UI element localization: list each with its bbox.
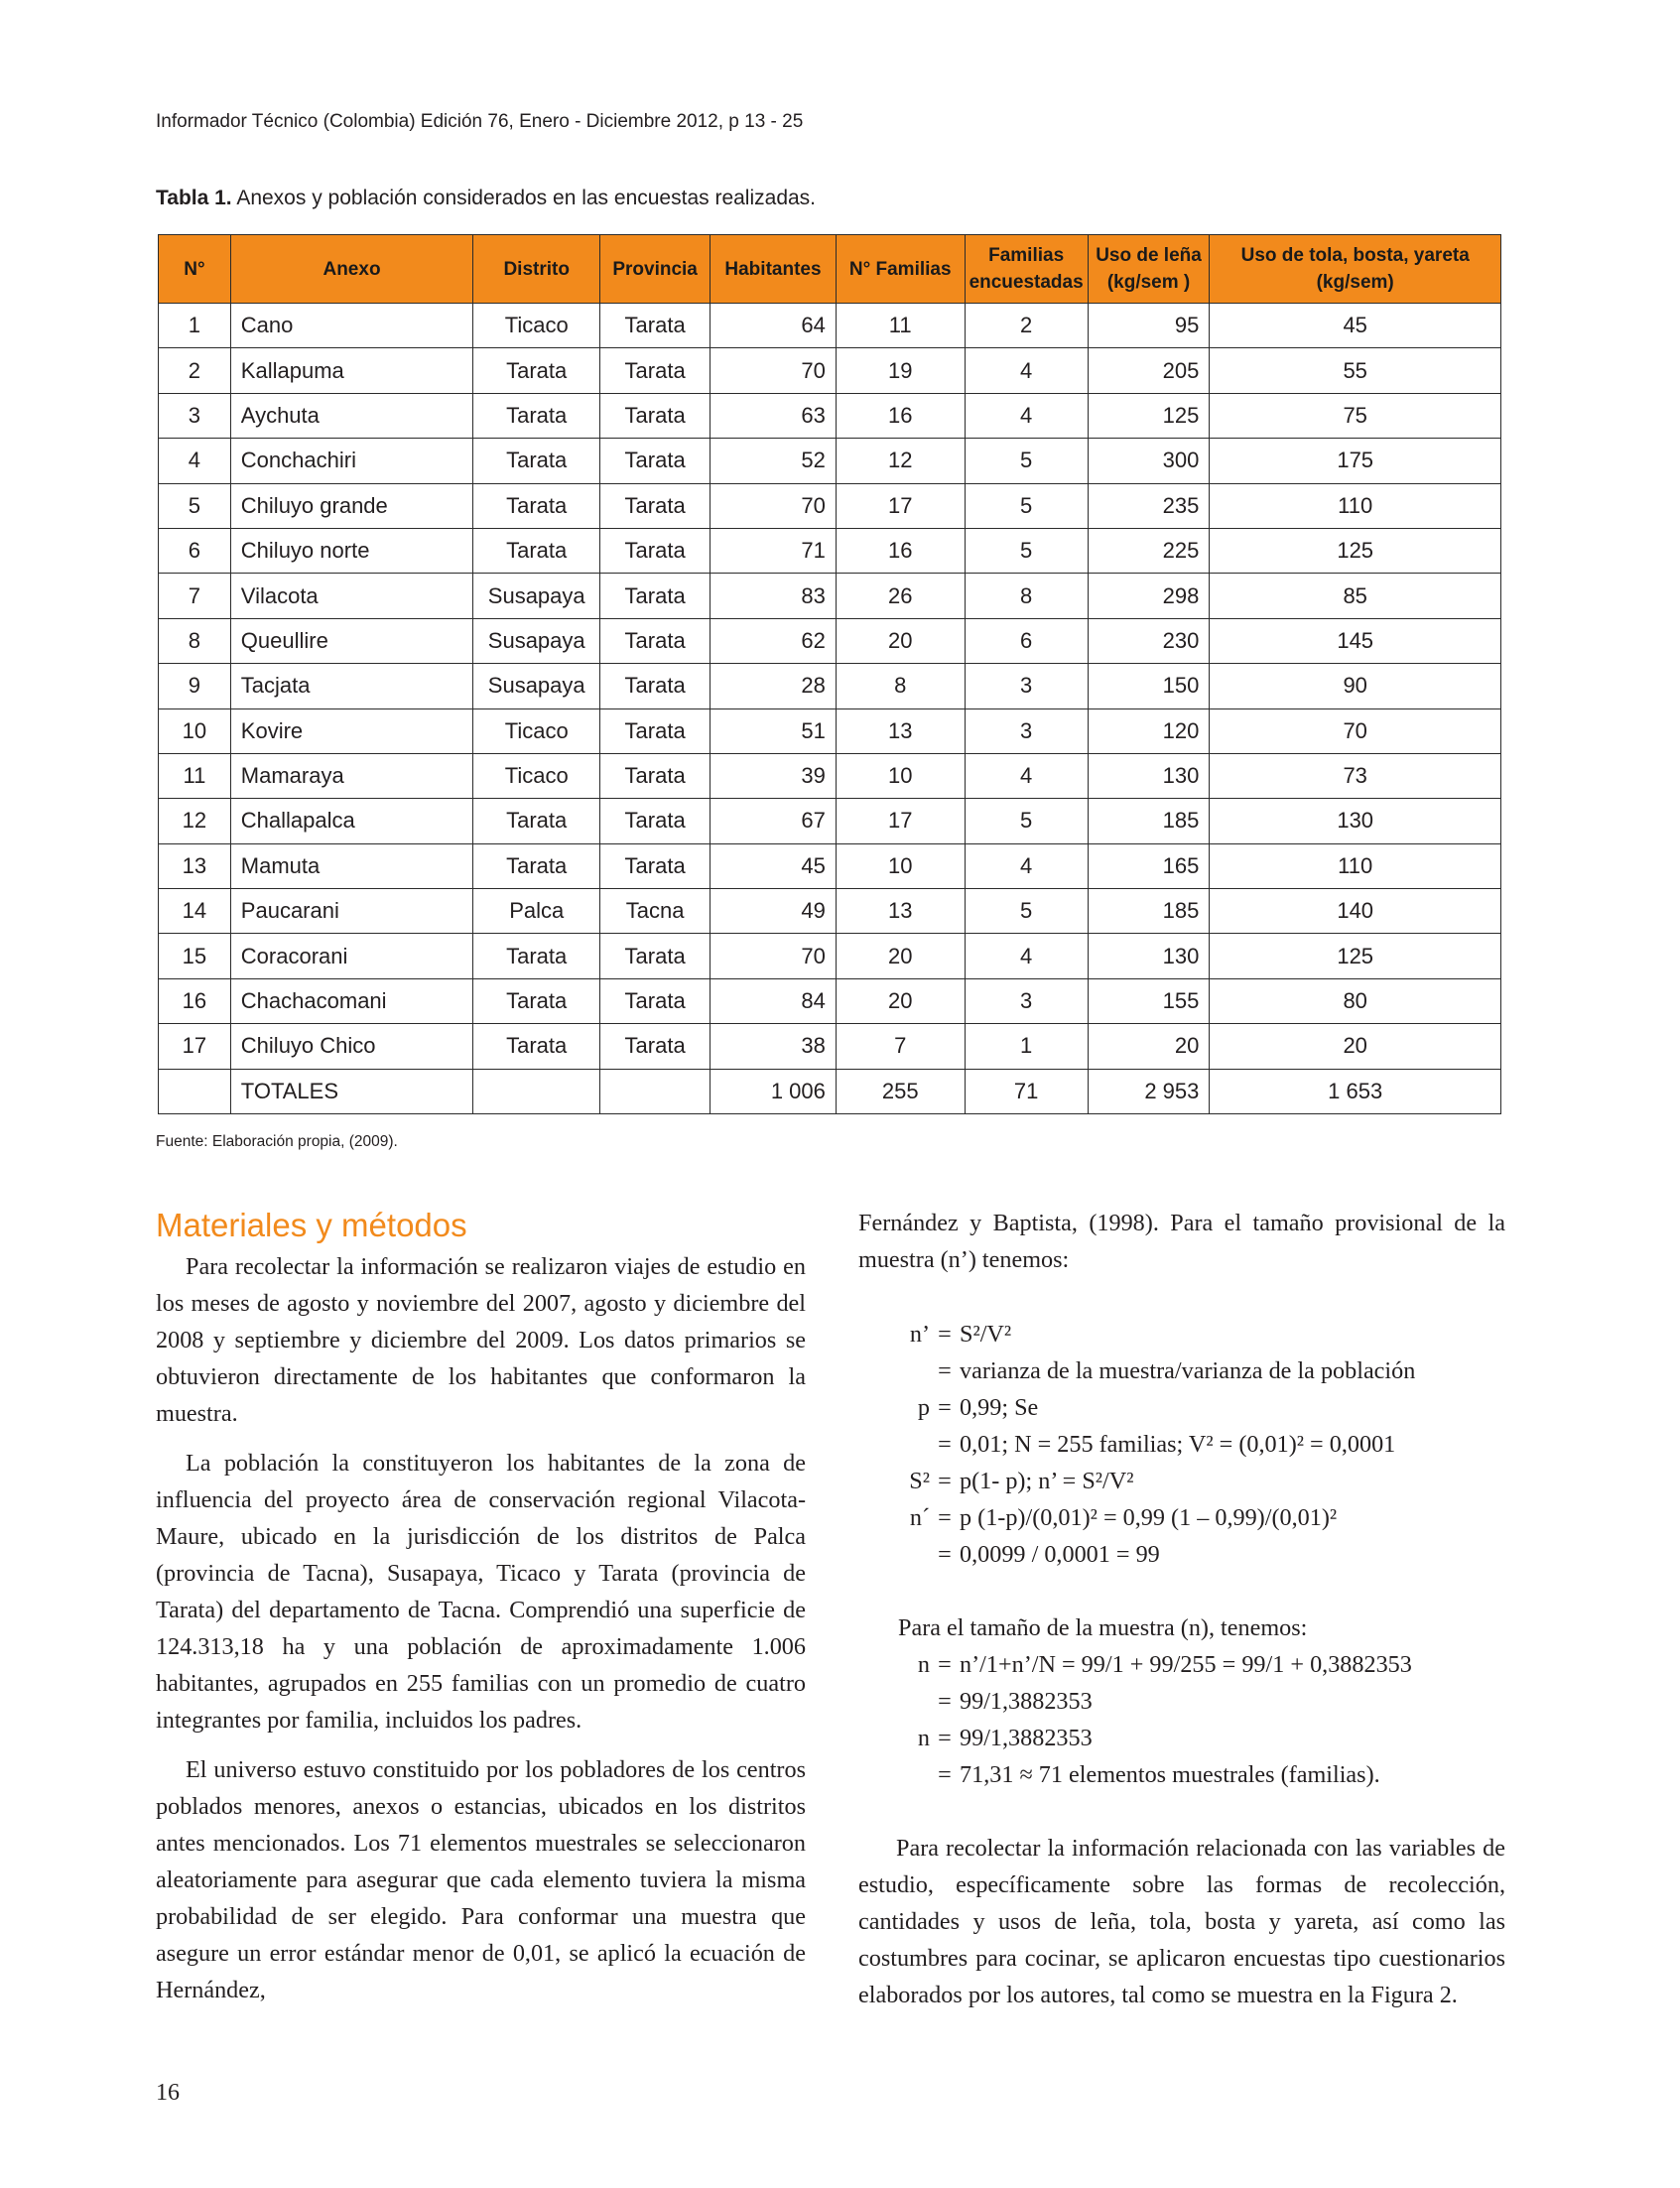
table-cell: 16: [836, 393, 965, 438]
equation-line: [858, 1389, 1415, 1426]
table-cell: Aychuta: [230, 393, 472, 438]
table-cell: Vilacota: [230, 574, 472, 618]
equation-block-provisional: [858, 1316, 1415, 1573]
table-cell: 230: [1088, 618, 1210, 663]
equation-line: [858, 1352, 1415, 1389]
table-cell: Tarata: [600, 1024, 711, 1069]
equation-operator: =: [938, 1651, 952, 1678]
column-header: Provincia: [600, 235, 711, 304]
table-cell: Tarata: [600, 934, 711, 978]
table-cell: 255: [836, 1069, 965, 1113]
table-cell: 12: [836, 439, 965, 483]
equation-operator: =: [938, 1541, 952, 1568]
table-cell: 110: [1210, 483, 1501, 528]
table-cell: 83: [711, 574, 837, 618]
table-cell: Tarata: [600, 978, 711, 1023]
table-cell: 14: [159, 889, 231, 934]
table-cell: 90: [1210, 664, 1501, 708]
equation-line: [858, 1499, 1415, 1536]
table-cell: 125: [1210, 528, 1501, 573]
table-cell: Tacjata: [230, 664, 472, 708]
table-cell: 2: [965, 304, 1088, 348]
table-cell: Chachacomani: [230, 978, 472, 1023]
table-cell: Tarata: [600, 393, 711, 438]
table-cell: 7: [836, 1024, 965, 1069]
table-cell: 1: [965, 1024, 1088, 1069]
table-row: [159, 393, 1501, 438]
section-title: Materiales y métodos: [156, 1207, 467, 1243]
table-cell: 3: [159, 393, 231, 438]
table-cell: 16: [159, 978, 231, 1023]
table-cell: 17: [836, 483, 965, 528]
table-cell: 13: [836, 889, 965, 934]
table-cell: 71: [711, 528, 837, 573]
column-header: N° Familias: [836, 235, 965, 304]
equation-rhs: p(1- p); n’ = S²/V²: [960, 1468, 1134, 1494]
table-cell: 39: [711, 753, 837, 798]
table-cell: 300: [1088, 439, 1210, 483]
table-cell: Coracorani: [230, 934, 472, 978]
table-cell: 150: [1088, 664, 1210, 708]
table-row: [159, 348, 1501, 393]
column-header: Uso de tola, bosta, yareta (kg/sem): [1210, 235, 1501, 304]
table-cell: 8: [159, 618, 231, 663]
table-cell: 45: [1210, 304, 1501, 348]
table-cell: 71: [965, 1069, 1088, 1113]
table-cell: 145: [1210, 618, 1501, 663]
column-header: N°: [159, 235, 231, 304]
table-cell: Palca: [473, 889, 600, 934]
totals-row: [159, 1069, 1501, 1113]
table-cell: 5: [965, 528, 1088, 573]
table-row: [159, 889, 1501, 934]
column-header: Uso de leña (kg/sem ): [1088, 235, 1210, 304]
table-cell: Tarata: [473, 528, 600, 573]
table-cell: 64: [711, 304, 837, 348]
table-cell: [473, 1069, 600, 1113]
table-cell: 19: [836, 348, 965, 393]
table-cell: 235: [1088, 483, 1210, 528]
equation-operator: =: [938, 1321, 952, 1348]
equation-lhs: p: [917, 1394, 930, 1421]
table-cell: 70: [711, 348, 837, 393]
equation-rhs: 0,01; N = 255 familias; V² = (0,01)² = 0,0001: [960, 1431, 1396, 1458]
table-cell: 75: [1210, 393, 1501, 438]
table-cell: Tarata: [473, 439, 600, 483]
table-cell: Chiluyo grande: [230, 483, 472, 528]
table-cell: Cano: [230, 304, 472, 348]
table-row: [159, 483, 1501, 528]
table-cell: 55: [1210, 348, 1501, 393]
paragraph: El universo estuvo constituido por los pobladores de los centros poblados menores, anexos o estancias, ubicados en los distritos antes mencionados. Los 71 elementos muestrales se seleccionaron aleatoriamente para asegurar que cada elemento tuviera la misma probabilidad de ser elegido. Para conformar una muestra que asegure un error estándar menor de 0,01, se aplicó la ecuación de Hernández,: [156, 1756, 806, 2003]
table-row: [159, 934, 1501, 978]
table-row: [159, 664, 1501, 708]
table-cell: Tarata: [600, 483, 711, 528]
table-cell: 3: [965, 664, 1088, 708]
table-row: [159, 708, 1501, 753]
table-cell: 15: [159, 934, 231, 978]
table-cell: 49: [711, 889, 837, 934]
table-cell: Tarata: [600, 348, 711, 393]
equation-rhs: 0,99; Se: [960, 1394, 1039, 1421]
table-cell: 16: [836, 528, 965, 573]
equation-line: [858, 1720, 1412, 1756]
table-cell: 120: [1088, 708, 1210, 753]
column-header: Habitantes: [711, 235, 837, 304]
equation-line: [858, 1536, 1415, 1573]
table-cell: 80: [1210, 978, 1501, 1023]
table-cell: 165: [1088, 843, 1210, 888]
table-cell: Queullire: [230, 618, 472, 663]
paragraph: Para recolectar la información relacionada con las variables de estudio, específicamente sobre las formas de recolección, cantidades y usos de leña, tola, bosta y yareta, así como las costumbres para cocinar, se aplicaron encuestas tipo cuestionarios elaborados por los autores, tal como se muestra en la Figura 2.: [858, 1835, 1505, 2008]
table-cell: 70: [1210, 708, 1501, 753]
table-cell: Tarata: [473, 978, 600, 1023]
closing-paragraph-block: [858, 1830, 1505, 2013]
table-cell: 6: [965, 618, 1088, 663]
paragraph: Fernández y Baptista, (1998). Para el tamaño provisional de la muestra (n’) tenemos:: [858, 1210, 1505, 1273]
table-cell: Ticaco: [473, 753, 600, 798]
left-column: [156, 1248, 806, 2021]
table-cell: 225: [1088, 528, 1210, 573]
table-cell: 6: [159, 528, 231, 573]
table-row: [159, 799, 1501, 843]
table-cell: 20: [1210, 1024, 1501, 1069]
table-cell: 5: [965, 799, 1088, 843]
table-cell: 52: [711, 439, 837, 483]
column-header: Familias encuestadas: [965, 235, 1088, 304]
table-cell: 5: [965, 439, 1088, 483]
table-cell: Tarata: [600, 574, 711, 618]
paragraph: Para recolectar la información se realizaron viajes de estudio en los meses de agosto y noviembre del 2007, agosto y diciembre del 2008 y septiembre y diciembre del 2009. Los datos primarios se obtuvieron directamente de los habitantes que conformaron la muestra.: [156, 1253, 806, 1427]
equation-operator: =: [938, 1357, 952, 1384]
table-cell: Tarata: [473, 843, 600, 888]
table-row: [159, 1024, 1501, 1069]
table-cell: Tarata: [473, 393, 600, 438]
table-cell: 85: [1210, 574, 1501, 618]
table-row: [159, 978, 1501, 1023]
table-cell: 84: [711, 978, 837, 1023]
table-cell: Kovire: [230, 708, 472, 753]
paragraph: La población la constituyeron los habitantes de la zona de influencia del proyecto área de conservación regional Vilacota-Maure, ubicado en la jurisdicción de los distritos de Palca (provincia de Tacna), Susapaya, Ticaco y Tarata (provincia de Tarata) del departamento de Tacna. Comprendió una superficie de 124.313,18 ha y una población de aproximadamente 1.006 habitantes, agrupados en 255 familias con un promedio de cuatro integrantes por familia, incluidos los padres.: [156, 1450, 806, 1734]
table-cell: Tarata: [600, 664, 711, 708]
running-head: Informador Técnico (Colombia) Edición 76, Enero - Diciembre 2012, p 13 - 25: [156, 111, 804, 132]
table-cell: 2: [159, 348, 231, 393]
table-cell: 3: [965, 708, 1088, 753]
table-cell: 3: [965, 978, 1088, 1023]
table-cell: 4: [159, 439, 231, 483]
equation-rhs: 71,31 ≈ 71 elementos muestrales (familias).: [960, 1761, 1380, 1788]
equation-line: [858, 1426, 1415, 1463]
table-cell: Tarata: [473, 348, 600, 393]
table-cell: 175: [1210, 439, 1501, 483]
column-header: Anexo: [230, 235, 472, 304]
table-cell: 5: [159, 483, 231, 528]
table-cell: 298: [1088, 574, 1210, 618]
table-cell: 4: [965, 843, 1088, 888]
table-cell: Tarata: [473, 934, 600, 978]
equation-operator: =: [938, 1725, 952, 1751]
table-cell: Ticaco: [473, 304, 600, 348]
table-row: [159, 753, 1501, 798]
table-cell: 20: [836, 978, 965, 1023]
equation-rhs: varianza de la muestra/varianza de la población: [960, 1357, 1416, 1384]
table-cell: 130: [1088, 934, 1210, 978]
table-cell: Conchachiri: [230, 439, 472, 483]
equation-lhs: S²: [909, 1468, 930, 1494]
equation-rhs: S²/V²: [960, 1321, 1012, 1348]
table-caption-label: Tabla 1.: [156, 187, 232, 209]
equation-lhs: n: [917, 1725, 930, 1751]
table-row: [159, 439, 1501, 483]
table-cell: 73: [1210, 753, 1501, 798]
table-cell: 185: [1088, 889, 1210, 934]
table-cell: 95: [1088, 304, 1210, 348]
right-column: [858, 1205, 1505, 1278]
table-cell: Tarata: [600, 439, 711, 483]
table-cell: Susapaya: [473, 618, 600, 663]
equation-line: [858, 1463, 1415, 1499]
table-cell: 155: [1088, 978, 1210, 1023]
table-cell: Tarata: [473, 483, 600, 528]
table-cell: Tarata: [600, 753, 711, 798]
table-cell: 17: [836, 799, 965, 843]
table-cell: Tacna: [600, 889, 711, 934]
page-number: 16: [156, 2080, 180, 2106]
table-cell: 45: [711, 843, 837, 888]
table-cell: 2 953: [1088, 1069, 1210, 1113]
table-cell: [600, 1069, 711, 1113]
table-row: [159, 304, 1501, 348]
table-cell: Tarata: [473, 1024, 600, 1069]
table-cell: Chiluyo Chico: [230, 1024, 472, 1069]
table-cell: 11: [836, 304, 965, 348]
table-cell: 185: [1088, 799, 1210, 843]
table-header-row: [159, 235, 1501, 304]
table-cell: Mamaraya: [230, 753, 472, 798]
table-cell: Paucarani: [230, 889, 472, 934]
table-cell: 1 006: [711, 1069, 837, 1113]
equation-rhs: p (1-p)/(0,01)² = 0,99 (1 – 0,99)/(0,01)²: [960, 1504, 1338, 1531]
sample-size-intro: Para el tamaño de la muestra (n), tenemos:: [898, 1614, 1308, 1641]
table-cell: Tarata: [600, 528, 711, 573]
equation-block-sample: [858, 1646, 1412, 1793]
equation-rhs: 99/1,3882353: [960, 1688, 1093, 1715]
column-header: Distrito: [473, 235, 600, 304]
table-cell: Mamuta: [230, 843, 472, 888]
table-cell: 67: [711, 799, 837, 843]
table-cell: 20: [836, 934, 965, 978]
table-cell: 20: [1088, 1024, 1210, 1069]
equation-lhs: n´: [909, 1504, 930, 1531]
equation-line: [858, 1683, 1412, 1720]
table-cell: 140: [1210, 889, 1501, 934]
table-row: [159, 618, 1501, 663]
table-cell: 20: [836, 618, 965, 663]
table-cell: 12: [159, 799, 231, 843]
table-cell: 5: [965, 889, 1088, 934]
table-cell: 13: [159, 843, 231, 888]
table-source: Fuente: Elaboración propia, (2009).: [156, 1133, 398, 1150]
table-caption-text: Anexos y población considerados en las encuestas realizadas.: [231, 187, 817, 209]
table-cell: 4: [965, 393, 1088, 438]
table-row: [159, 843, 1501, 888]
equation-line: [858, 1316, 1415, 1352]
table-row: [159, 574, 1501, 618]
table-cell: 8: [836, 664, 965, 708]
equation-operator: =: [938, 1688, 952, 1715]
table-cell: Tarata: [600, 618, 711, 663]
table-cell: Susapaya: [473, 574, 600, 618]
table-cell: 8: [965, 574, 1088, 618]
equation-rhs: 0,0099 / 0,0001 = 99: [960, 1541, 1160, 1568]
table-cell: Tarata: [600, 799, 711, 843]
equation-lhs: n: [917, 1651, 930, 1678]
equation-lhs: n’: [909, 1321, 930, 1348]
table-cell: 130: [1210, 799, 1501, 843]
table-cell: 125: [1210, 934, 1501, 978]
table-cell: 51: [711, 708, 837, 753]
table-cell: 62: [711, 618, 837, 663]
table-cell: Kallapuma: [230, 348, 472, 393]
table-cell: 5: [965, 483, 1088, 528]
table-cell: 10: [159, 708, 231, 753]
equation-line: [858, 1646, 1412, 1683]
equation-rhs: 99/1,3882353: [960, 1725, 1093, 1751]
table-cell: 9: [159, 664, 231, 708]
table-cell: Tarata: [600, 843, 711, 888]
table-cell: 70: [711, 483, 837, 528]
table-cell: 205: [1088, 348, 1210, 393]
table-cell: Chiluyo norte: [230, 528, 472, 573]
table-cell: 38: [711, 1024, 837, 1069]
table-cell: 10: [836, 753, 965, 798]
equation-line: [858, 1756, 1412, 1793]
table-cell: TOTALES: [230, 1069, 472, 1113]
table-cell: 28: [711, 664, 837, 708]
equation-operator: =: [938, 1761, 952, 1788]
equation-operator: =: [938, 1431, 952, 1458]
equation-operator: =: [938, 1468, 952, 1494]
table-cell: Tarata: [473, 799, 600, 843]
table-cell: 4: [965, 753, 1088, 798]
table-cell: Tarata: [600, 708, 711, 753]
table-cell: 4: [965, 934, 1088, 978]
table-cell: 70: [711, 934, 837, 978]
equation-operator: =: [938, 1504, 952, 1531]
table-cell: 63: [711, 393, 837, 438]
table-cell: Susapaya: [473, 664, 600, 708]
table-cell: 26: [836, 574, 965, 618]
table-cell: 4: [965, 348, 1088, 393]
table-cell: 13: [836, 708, 965, 753]
equation-rhs: n’/1+n’/N = 99/1 + 99/255 = 99/1 + 0,3882353: [960, 1651, 1412, 1678]
table-row: [159, 528, 1501, 573]
table-cell: Tarata: [600, 304, 711, 348]
table-cell: 130: [1088, 753, 1210, 798]
table-cell: 17: [159, 1024, 231, 1069]
table-cell: 1 653: [1210, 1069, 1501, 1113]
table-cell: 125: [1088, 393, 1210, 438]
table-cell: Challapalca: [230, 799, 472, 843]
table-caption: [156, 187, 816, 210]
table-cell: 7: [159, 574, 231, 618]
data-table: [158, 234, 1501, 1114]
table-cell: [159, 1069, 231, 1113]
table-cell: Ticaco: [473, 708, 600, 753]
table-cell: 1: [159, 304, 231, 348]
table-cell: 10: [836, 843, 965, 888]
table-cell: 110: [1210, 843, 1501, 888]
equation-operator: =: [938, 1394, 952, 1421]
table-cell: 11: [159, 753, 231, 798]
